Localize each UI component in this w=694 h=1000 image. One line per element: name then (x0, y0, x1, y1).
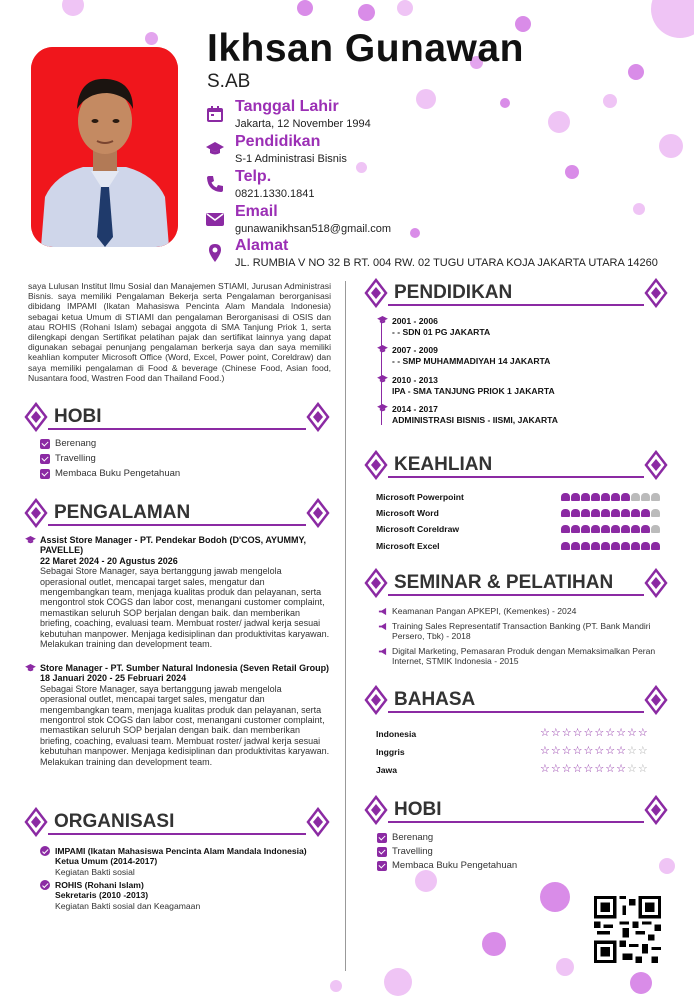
skill-level-cap-icon (631, 542, 640, 550)
skill-level-cap-icon (631, 493, 640, 501)
phone-icon (205, 174, 225, 194)
star-icon: ☆ (616, 727, 627, 739)
contact-email (205, 203, 665, 239)
graduation-cap-icon (205, 139, 225, 159)
skill-level-cap-icon (591, 509, 600, 517)
experience-item (40, 663, 330, 767)
section-underline (388, 304, 644, 306)
skill-level-cap-icon (651, 525, 660, 533)
section-header-pendidikan (364, 276, 668, 312)
calendar-icon (205, 104, 225, 124)
star-icon: ☆ (583, 745, 595, 757)
skill-level-cap-icon (641, 525, 650, 533)
seminar-item: Digital Marketing, Pemasaran Produk dengan Memaksimalkan Peran Internet, STMIK Indonesia - 2015 (392, 646, 672, 667)
experience-description: Sebagai Store Manager, saya bertanggung jawab mengelola operasional outlet, mencapai target sales, mengatur dan mengembangkan team, menjaga kualitas produk dan pelayanan, serta mengontrol stok COGS dan labor cost, menangani customer complaint, memastikan seluruh SOP berjalan dengan baik. dan memberikan briefing, coaching, evaluasi team. Membuat roster/ jadwal kerja sesuai kebutuhan manpower. Menjaga kedisiplinan dan produktivitas karyawan. Melakukan training dan development team. (40, 683, 330, 767)
skill-level-cap-icon (641, 509, 650, 517)
organization-position: Ketua Umum (2014-2017) (55, 856, 158, 867)
skill-level-cap-icon (571, 525, 580, 533)
ornament-icon (644, 568, 668, 598)
ornament-icon (364, 795, 388, 825)
star-icon: ☆ (540, 727, 551, 739)
contact-education (205, 133, 665, 169)
skill-level-cap-icon (651, 493, 660, 501)
ornament-icon (24, 498, 48, 528)
section-header-seminar (364, 566, 668, 602)
star-icon: ☆ (561, 745, 573, 757)
ornament-icon (306, 807, 330, 837)
contact-address-label: Alamat (235, 237, 289, 254)
contact-education-value: S-1 Administrasi Bisnis (235, 153, 347, 165)
language-rating (540, 764, 649, 775)
ornament-icon (306, 498, 330, 528)
organization-name: IMPAMI (Ikatan Mahasiswa Pencinta Alam Mandala Indonesia) (55, 846, 307, 856)
checkbox-icon (40, 454, 50, 464)
star-icon: ☆ (594, 763, 606, 775)
skill-level-cap-icon (611, 509, 620, 517)
star-icon: ☆ (561, 763, 573, 775)
skill-level-cap-icon (591, 542, 600, 550)
experience-item (40, 535, 330, 649)
skill-level-cap-icon (601, 509, 610, 517)
skill-meter (561, 509, 660, 517)
checkbox-icon (40, 439, 50, 449)
skill-level-cap-icon (571, 542, 580, 550)
skill-level-cap-icon (631, 509, 640, 517)
ornament-icon (364, 568, 388, 598)
skill-meter (561, 542, 660, 550)
education-school: IPA - SMA TANJUNG PRIOK 1 JAKARTA (392, 385, 555, 396)
skill-name: Microsoft Coreldraw (376, 524, 460, 534)
section-underline (48, 833, 306, 835)
ornament-icon (364, 685, 388, 715)
graduation-cap-icon (377, 316, 388, 325)
ornament-icon (644, 685, 668, 715)
education-years: 2007 - 2009 (392, 345, 438, 355)
skill-level-cap-icon (601, 493, 610, 501)
checkbox-icon (377, 847, 387, 857)
skill-level-cap-icon (631, 525, 640, 533)
skill-name: Microsoft Word (376, 508, 439, 518)
star-icon: ☆ (616, 763, 627, 775)
section-header-keahlian (364, 448, 668, 484)
organization-item (55, 846, 335, 877)
map-pin-icon (205, 243, 225, 263)
section-title-hobi-left: HOBI (54, 406, 102, 427)
section-header-bahasa (364, 683, 668, 719)
skill-level-cap-icon (581, 493, 590, 501)
star-icon: ☆ (605, 745, 617, 757)
section-underline (388, 821, 644, 823)
person-name: Ikhsan Gunawan (207, 27, 524, 70)
skill-level-cap-icon (561, 542, 570, 550)
check-circle-icon (40, 880, 50, 890)
seminar-item: Keamanan Pangan APKEPI, (Kemenkes) - 2024 (392, 606, 672, 616)
skill-level-cap-icon (571, 493, 580, 501)
skill-level-cap-icon (581, 525, 590, 533)
education-school: ADMINISTRASI BISNIS - IISMI, JAKARTA (392, 414, 558, 425)
graduation-cap-icon (25, 664, 36, 673)
star-icon: ☆ (627, 727, 638, 739)
ornament-icon (364, 278, 388, 308)
qr-code (594, 896, 661, 963)
star-icon: ☆ (583, 727, 595, 739)
section-underline (388, 476, 644, 478)
star-icon: ☆ (572, 763, 584, 775)
contact-email-label: Email (235, 203, 278, 220)
megaphone-icon (378, 607, 387, 616)
star-icon: ☆ (627, 745, 638, 757)
experience-role: Store Manager - PT. Sumber Natural Indonesia (Seven Retail Group) (40, 663, 330, 673)
organization-description: Kegiatan Bakti sosial dan Keagamaan (55, 900, 201, 911)
education-years: 2010 - 2013 (392, 375, 438, 385)
section-header-hobi-right (364, 793, 668, 829)
skill-level-cap-icon (571, 509, 580, 517)
skill-name: Microsoft Excel (376, 541, 440, 551)
profile-photo (31, 47, 178, 247)
graduation-cap-icon (377, 404, 388, 413)
ornament-icon (24, 402, 48, 432)
check-circle-icon (40, 846, 50, 856)
skill-level-cap-icon (561, 509, 570, 517)
education-item (392, 404, 558, 425)
star-icon: ☆ (540, 745, 551, 757)
skill-level-cap-icon (611, 525, 620, 533)
star-icon: ☆ (594, 745, 606, 757)
contact-birth-label: Tanggal Lahir (235, 98, 339, 115)
organization-description: Kegiatan Bakti sosial (55, 866, 135, 877)
star-icon: ☆ (605, 727, 617, 739)
skill-level-cap-icon (591, 493, 600, 501)
organization-name: ROHIS (Rohani Islam) (55, 880, 144, 890)
megaphone-icon (378, 622, 387, 631)
experience-description: Sebagai Store Manager, saya bertanggung jawab mengelola operasional outlet, mencapai target sales, mengatur dan mengembangkan team, menjaga kualitas produk dan pelayanan, serta mengontrol stok COGS dan labor cost, menangani customer complaint, memastikan seluruh SOP berjalan dengan baik. dan memberikan briefing, coaching, evaluasi team. Membuat roster/ jadwal kerja sesuai kebutuhan manpower. Menjaga kedisiplinan dan produktivitas karyawan. Melakukan training dan development team. (40, 566, 330, 650)
graduation-cap-icon (377, 375, 388, 384)
star-icon: ☆ (637, 763, 649, 775)
experience-date: 22 Maret 2024 - 20 Agustus 2026 (40, 555, 178, 566)
skill-level-cap-icon (641, 493, 650, 501)
person-title: S.AB (207, 71, 251, 92)
education-item (392, 375, 555, 396)
skill-level-cap-icon (621, 509, 630, 517)
section-header-hobi-left (24, 400, 330, 436)
ornament-icon (644, 795, 668, 825)
skill-level-cap-icon (561, 493, 570, 501)
section-title-hobi-right: HOBI (394, 799, 442, 820)
star-icon: ☆ (637, 727, 649, 739)
section-underline (48, 428, 306, 430)
star-icon: ☆ (572, 745, 584, 757)
organization-position: Sekretaris (2010 -2013) (55, 890, 149, 901)
section-header-organisasi (24, 805, 330, 841)
skill-level-cap-icon (561, 525, 570, 533)
contact-phone-label: Telp. (235, 168, 272, 185)
column-divider (345, 281, 346, 971)
section-title-pendidikan: PENDIDIKAN (394, 282, 513, 303)
star-icon: ☆ (540, 763, 551, 775)
section-title-seminar: SEMINAR & PELATIHAN (394, 572, 614, 593)
contact-address-value: JL. RUMBIA V NO 32 B RT. 004 RW. 02 TUGU UTARA KOJA JAKARTA UTARA 14260 (235, 257, 658, 269)
language-name: Indonesia (376, 729, 417, 739)
graduation-cap-icon (377, 345, 388, 354)
skill-level-cap-icon (581, 542, 590, 550)
contact-phone-value: 0821.1330.1841 (235, 188, 315, 200)
star-icon: ☆ (605, 763, 617, 775)
skill-level-cap-icon (651, 542, 660, 550)
contact-birth (205, 98, 665, 134)
section-title-pengalaman: PENGALAMAN (54, 502, 191, 523)
checkbox-icon (377, 833, 387, 843)
skill-level-cap-icon (621, 525, 630, 533)
section-title-organisasi: ORGANISASI (54, 811, 175, 832)
skill-level-cap-icon (621, 542, 630, 550)
language-rating (540, 728, 649, 739)
skill-level-cap-icon (601, 542, 610, 550)
education-years: 2001 - 2006 (392, 316, 438, 326)
ornament-icon (644, 278, 668, 308)
star-icon: ☆ (627, 763, 638, 775)
contact-birth-value: Jakarta, 12 November 1994 (235, 118, 371, 130)
section-header-pengalaman (24, 496, 330, 532)
graduation-cap-icon (25, 536, 36, 545)
education-item (392, 316, 490, 337)
section-underline (388, 711, 644, 713)
star-icon: ☆ (637, 745, 649, 757)
skill-name: Microsoft Powerpoint (376, 492, 464, 502)
checkbox-icon (40, 469, 50, 479)
checkbox-icon (377, 861, 387, 871)
education-school: - - SDN 01 PG JAKARTA (392, 326, 491, 337)
skill-level-cap-icon (591, 525, 600, 533)
skill-level-cap-icon (651, 509, 660, 517)
ornament-icon (306, 402, 330, 432)
section-underline (48, 524, 306, 526)
ornament-icon (24, 807, 48, 837)
skill-level-cap-icon (601, 525, 610, 533)
star-icon: ☆ (572, 727, 584, 739)
education-years: 2014 - 2017 (392, 404, 438, 414)
skill-level-cap-icon (621, 493, 630, 501)
language-name: Inggris (376, 747, 405, 757)
ornament-icon (364, 450, 388, 480)
experience-date: 18 Januari 2020 - 25 Februari 2024 (40, 673, 187, 684)
megaphone-icon (378, 647, 387, 656)
section-title-bahasa: BAHASA (394, 689, 476, 710)
star-icon: ☆ (583, 763, 595, 775)
skill-meter (561, 525, 660, 533)
skill-meter (561, 493, 660, 501)
language-rating (540, 746, 649, 757)
star-icon: ☆ (561, 727, 573, 739)
skill-level-cap-icon (641, 542, 650, 550)
envelope-icon (205, 209, 225, 229)
skill-level-cap-icon (611, 493, 620, 501)
skill-level-cap-icon (581, 509, 590, 517)
star-icon: ☆ (616, 745, 627, 757)
section-title-keahlian: KEAHLIAN (394, 454, 493, 475)
star-icon: ☆ (550, 745, 562, 757)
experience-role: Assist Store Manager - PT. Pendekar Bodoh (D'COS, AYUMMY, PAVELLE) (40, 535, 307, 556)
section-underline (388, 594, 644, 596)
contact-education-label: Pendidikan (235, 133, 321, 150)
education-school: - - SMP MUHAMMADIYAH 14 JAKARTA (392, 355, 551, 366)
star-icon: ☆ (550, 763, 562, 775)
language-name: Jawa (376, 765, 398, 775)
organization-item (55, 880, 335, 911)
seminar-item: Training Sales Representatif Transaction Banking (PT. Bank Mandiri Persero, Tbk) - 2018 (392, 621, 672, 642)
contact-email-value[interactable]: gunawanikhsan518@gmail.com (235, 223, 392, 235)
education-item (392, 345, 550, 366)
contact-phone (205, 168, 665, 204)
about-paragraph: saya Lulusan Institut Ilmu Sosial dan Manajemen STIAMI, Jurusan Administrasi Bisnis. saya memiliki Pengalaman Bekerja serta Pengalaman berorganisasi dibidang IMPAMI (Ikatan Mahasiswa Pencinta Alam Mandala Indonesia) sebagai ketua Umum di STIAMI dan pengalaman Berorganisasi di OSIS dan atau ROHIS (Rohani Islam) sebagai anggota di SMA Tanjung Priok 1, serta dilengkapi dengan Sertifikat pelatihan pajak dan sertifikat lainnya yang dapat digunakan sebagai penunjang pengalaman berkerja saya dan saya memiliki keahlian komputer Microsoft Office (Word, Excel, Power point, Coreldraw) dan saya memiliki pengalaman di Food & beverage (Chinese Food, Asian food, Nusantara food, Wastren Food dan Thailand Food.) (28, 281, 331, 383)
star-icon: ☆ (550, 727, 562, 739)
star-icon: ☆ (594, 727, 606, 739)
skill-level-cap-icon (611, 542, 620, 550)
ornament-icon (644, 450, 668, 480)
contact-address (205, 237, 665, 273)
